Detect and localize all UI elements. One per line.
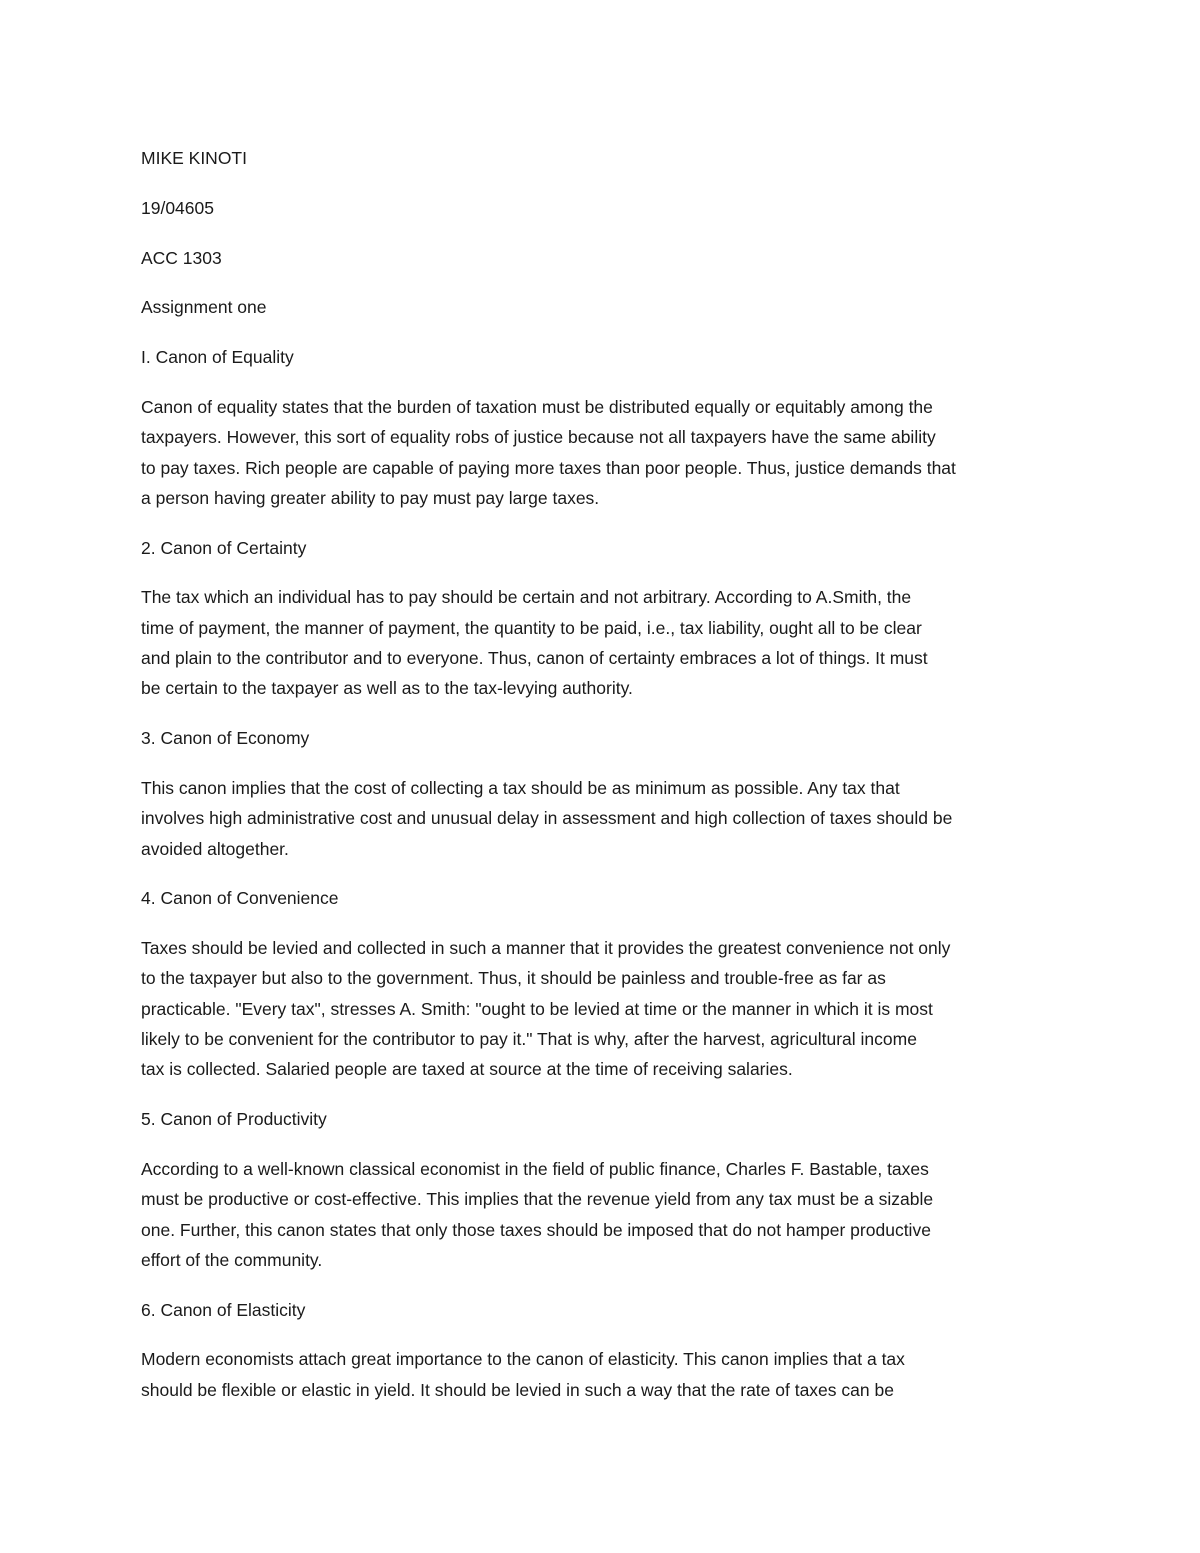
student-name: MIKE KINOTI bbox=[141, 148, 247, 168]
course-code: ACC 1303 bbox=[141, 247, 222, 268]
paragraph-line: to pay taxes. Rich people are capable of paying more taxes than poor people. Thus, justice demands that bbox=[141, 457, 956, 478]
paragraph-line: avoided altogether. bbox=[141, 838, 289, 859]
section-paragraph-productivity bbox=[141, 1154, 1066, 1275]
section-heading-productivity: 5. Canon of Productivity bbox=[141, 1109, 327, 1130]
section-paragraph-elasticity bbox=[141, 1344, 1066, 1405]
paragraph-line: a person having greater ability to pay must pay large taxes. bbox=[141, 487, 600, 508]
section-paragraph-certainty bbox=[141, 582, 1066, 703]
paragraph-line: and plain to the contributor and to everyone. Thus, canon of certainty embraces a lot of things. It must bbox=[141, 648, 928, 669]
section-paragraph-economy bbox=[141, 773, 1066, 864]
paragraph-line: effort of the community. bbox=[141, 1249, 323, 1270]
paragraph-line: taxpayers. However, this sort of equality robs of justice because not all taxpayers have the same ability bbox=[141, 427, 936, 448]
paragraph-line: should be flexible or elastic in yield. It should be levied in such a way that the rate of taxes can be bbox=[141, 1379, 894, 1400]
paragraph-line: time of payment, the manner of payment, the quantity to be paid, i.e., tax liability, ought all to be clear bbox=[141, 617, 922, 638]
paragraph-line: This canon implies that the cost of collecting a tax should be as minimum as possible. Any tax that bbox=[141, 777, 900, 798]
paragraph-line: likely to be convenient for the contributor to pay it." That is why, after the harvest, agricultural income bbox=[141, 1029, 917, 1050]
paragraph-line: The tax which an individual has to pay should be certain and not arbitrary. According to A.Smith, the bbox=[141, 587, 912, 608]
section-heading-equality: I. Canon of Equality bbox=[141, 347, 294, 368]
section-heading-certainty: 2. Canon of Certainty bbox=[141, 537, 307, 558]
section-paragraph-equality bbox=[141, 392, 1066, 513]
section-heading-economy: 3. Canon of Economy bbox=[141, 728, 310, 749]
paragraph-line: According to a well-known classical economist in the field of public finance, Charles F. Bastable, taxes bbox=[141, 1158, 929, 1179]
paragraph-line: to the taxpayer but also to the government. Thus, it should be painless and trouble-free as far as bbox=[141, 968, 886, 989]
paragraph-line: practicable. "Every tax", stresses A. Smith: "ought to be levied at time or the manner in which it is most bbox=[141, 998, 933, 1019]
section-paragraph-convenience bbox=[141, 933, 1066, 1084]
paragraph-line: must be productive or cost-effective. This implies that the revenue yield from any tax must be a sizable bbox=[141, 1189, 934, 1210]
paragraph-line: be certain to the taxpayer as well as to the tax-levying authority. bbox=[141, 678, 633, 699]
section-heading-convenience: 4. Canon of Convenience bbox=[141, 888, 339, 909]
paragraph-line: tax is collected. Salaried people are taxed at source at the time of receiving salaries. bbox=[141, 1059, 793, 1080]
paragraph-line: involves high administrative cost and unusual delay in assessment and high collection of taxes should be bbox=[141, 808, 953, 829]
paragraph-line: one. Further, this canon states that only those taxes should be imposed that do not hamper productive bbox=[141, 1219, 931, 1240]
paragraph-line: Canon of equality states that the burden of taxation must be distributed equally or equitably among the bbox=[141, 396, 933, 417]
paragraph-line: Taxes should be levied and collected in such a manner that it provides the greatest convenience not only bbox=[141, 938, 951, 959]
document-body bbox=[141, 143, 1066, 1425]
paragraph-line: Modern economists attach great importance to the canon of elasticity. This canon implies that a tax bbox=[141, 1349, 905, 1370]
assignment-title: Assignment one bbox=[141, 297, 267, 318]
section-heading-elasticity: 6. Canon of Elasticity bbox=[141, 1299, 306, 1320]
registration-number: 19/04605 bbox=[141, 197, 214, 218]
